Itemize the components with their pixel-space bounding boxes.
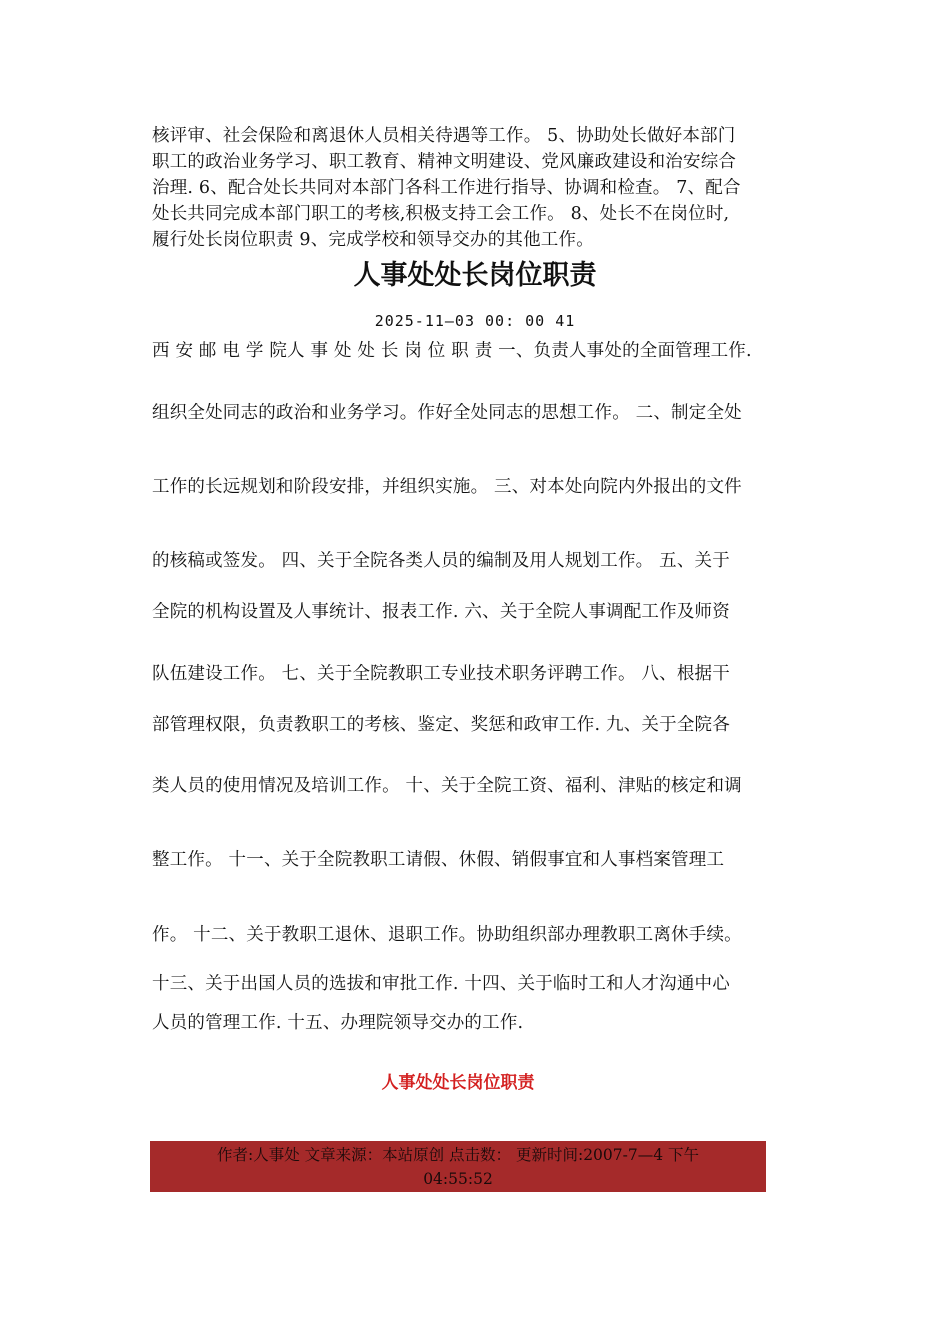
body-line: 作。 十二、关于教职工退休、退职工作。协助组织部办理教职工离休手续。 bbox=[152, 925, 742, 945]
intro-line: 核评审、社会保险和离退休人员相关待遇等工作。 5、协助处长做好本部门 bbox=[152, 126, 736, 146]
meta-time: 04:55:52 bbox=[423, 1170, 493, 1188]
body-line: 的核稿或签发。 四、关于全院各类人员的编制及用人规划工作。 五、关于 bbox=[152, 551, 730, 571]
publish-date: 2025-11—03 00: 00 41 bbox=[374, 312, 576, 330]
body-line: 队伍建设工作。 七、关于全院教职工专业技术职务评聘工作。 八、根据干 bbox=[152, 664, 730, 684]
body-line: 类人员的使用情况及培训工作。 十、关于全院工资、福利、津贴的核定和调 bbox=[152, 776, 742, 796]
body-line: 人员的管理工作. 十五、办理院领导交办的工作. bbox=[152, 1013, 524, 1033]
body-line: 组织全处同志的政治和业务学习。作好全处同志的思想工作。 二、制定全处 bbox=[152, 403, 742, 423]
intro-line: 履行处长岗位职责 9、完成学校和领导交办的其他工作。 bbox=[152, 230, 594, 250]
body-line: 十三、关于出国人员的选拔和审批工作. 十四、关于临时工和人才沟通中心 bbox=[152, 974, 730, 994]
meta-info: 作者:人事处 文章来源：本站原创 点击数： 更新时间:2007-7—4 下午 bbox=[216, 1146, 700, 1164]
intro-line: 治理. 6、配合处长共同对本部门各科工作进行指导、协调和检查。 7、配合 bbox=[152, 178, 741, 198]
intro-line: 处长共同完成本部门职工的考核,积极支持工会工作。 8、处长不在岗位时, bbox=[152, 204, 730, 224]
body-line: 全院的机构设置及人事统计、报表工作. 六、关于全院人事调配工作及师资 bbox=[152, 602, 730, 622]
body-line: 西 安 邮 电 学 院人 事 处 处 长 岗 位 职 责 一、负责人事处的全面管理工作. bbox=[152, 341, 752, 361]
body-line: 部管理权限，负责教职工的考核、鉴定、奖惩和政审工作. 九、关于全院各 bbox=[152, 715, 730, 735]
page-title: 人事处处长岗位职责 bbox=[353, 260, 597, 291]
body-line: 工作的长远规划和阶段安排，并组织实施。 三、对本处向院内外报出的文件 bbox=[152, 477, 742, 497]
intro-line: 职工的政治业务学习、职工教育、精神文明建设、党风廉政建设和治安综合 bbox=[152, 152, 737, 172]
body-line: 整工作。 十一、关于全院教职工请假、休假、销假事宜和人事档案管理工 bbox=[152, 850, 725, 870]
article-heading: 人事处处长岗位职责 bbox=[381, 1073, 535, 1093]
article-meta-bar bbox=[150, 1141, 766, 1192]
